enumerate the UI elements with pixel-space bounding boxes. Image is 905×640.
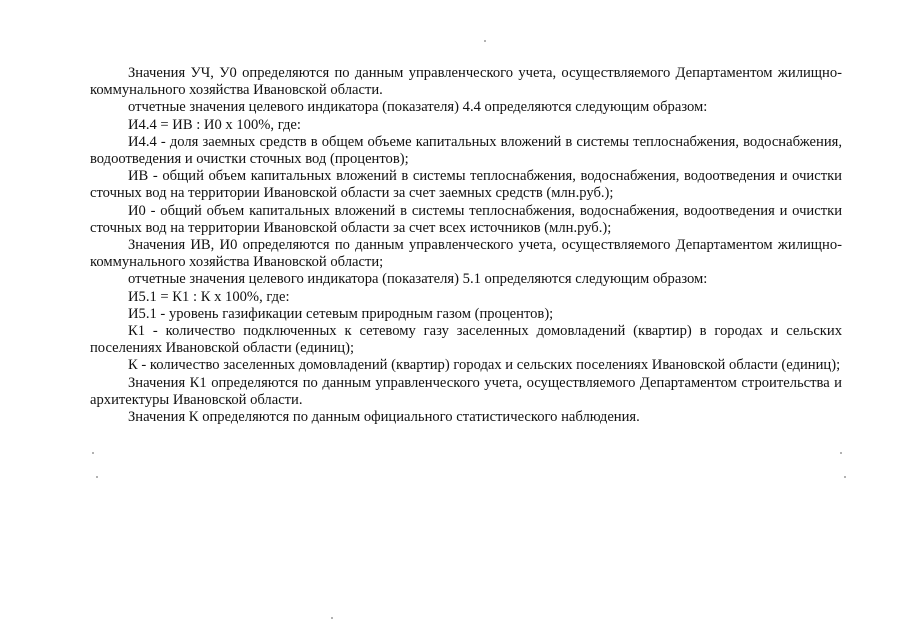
scan-speck [92,452,94,454]
paragraph-definition-iv: ИВ - общий объем капитальных вложений в системы теплоснабжения, водоснабжения, водоотведения и очистки сточных вод на территории Ивановской области за счет заемных средств (млн.руб.); [90,168,842,202]
scan-speck [844,476,846,478]
paragraph-indicator-5-1-intro: отчетные значения целевого индикатора (показателя) 5.1 определяются следующим образом: [128,271,708,288]
paragraph-values-k1: Значения К1 определяются по данным управленческого учета, осуществляемого Департаментом строительства и архитектуры Ивановской области. [90,374,842,408]
paragraph-formula-5-1: И5.1 = К1 : К х 100%, где: [128,288,290,305]
paragraph-values-k: Значения К определяются по данным официального статистического наблюдения. [128,409,640,426]
paragraph-definition-k: К - количество заселенных домовладений (квартир) городах и сельских поселениях Ивановской области (единиц); [128,357,841,374]
paragraph-definition-i4-4: И4.4 - доля заемных средств в общем объеме капитальных вложений в системы теплоснабжения, водоснабжения, водоотведения и очистки сточных вод (процентов); [90,133,842,168]
scan-speck [840,452,842,454]
paragraph-definition-i5-1: И5.1 - уровень газификации сетевым природным газом (процентов); [128,305,554,322]
paragraph-values-iv-i0: Значения ИВ, И0 определяются по данным управленческого учета, осуществляемого Департаментом жилищно-коммунального хозяйства Ивановской области; [90,237,842,271]
paragraph-values-uch-u0: Значения УЧ, У0 определяются по данным управленческого учета, осуществляемого Департаментом жилищно-коммунального хозяйства Ивановской области. [90,65,842,99]
scan-speck [331,617,333,619]
paragraph-definition-i0: И0 - общий объем капитальных вложений в системы теплоснабжения, водоснабжения, водоотведения и очистки сточных вод на территории Ивановской области за счет всех источников (млн.руб.); [90,202,842,236]
paragraph-formula-4-4: И4.4 = ИВ : И0 х 100%, где: [128,116,301,133]
paragraph-definition-k1: К1 - количество подключенных к сетевому газу заселенных домовладений (квартир) в городах и сельских поселениях Ивановской области (единиц); [90,323,842,357]
document-body [90,65,842,426]
paragraph-indicator-4-4-intro: отчетные значения целевого индикатора (показателя) 4.4 определяются следующим образом: [128,99,708,116]
scan-speck [484,40,486,42]
scan-speck [96,476,98,478]
